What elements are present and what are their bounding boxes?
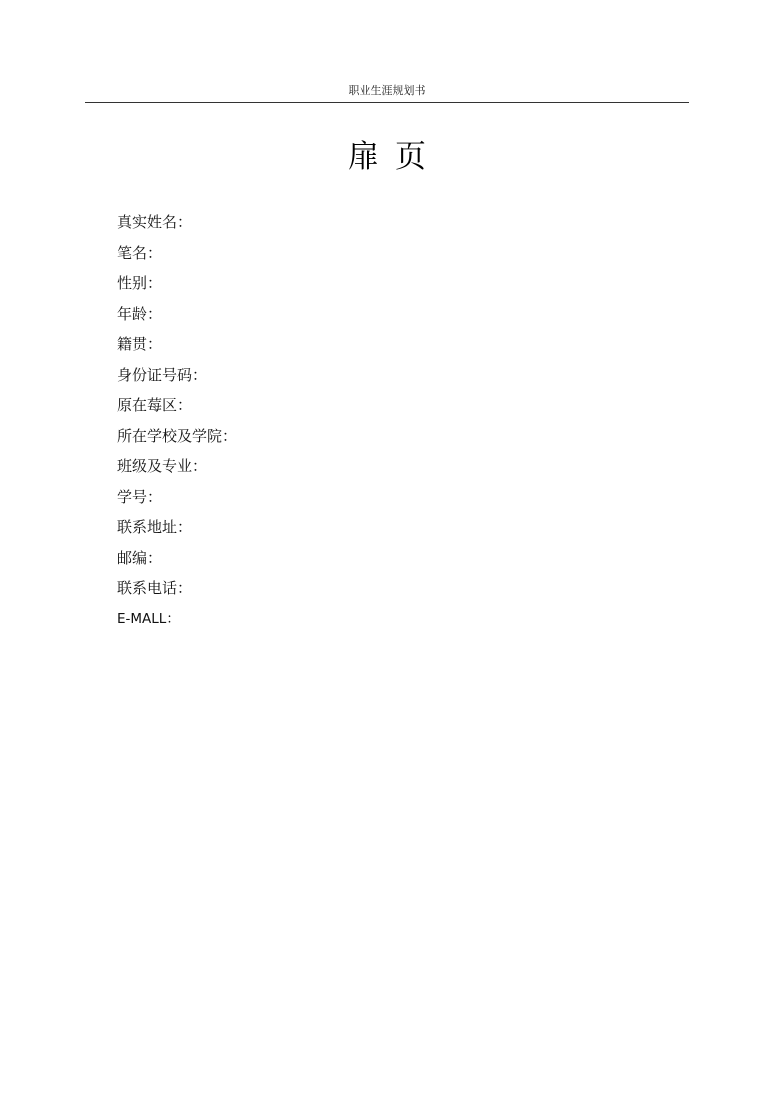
page-header bbox=[85, 84, 689, 103]
field-school-college: 所在学校及学院： bbox=[117, 426, 238, 445]
page-title: 扉页 bbox=[348, 139, 442, 175]
field-student-id: 学号： bbox=[117, 487, 163, 506]
field-postcode: 邮编： bbox=[117, 548, 163, 567]
personal-info-list bbox=[117, 207, 237, 634]
running-title: 职业生涯规划书 bbox=[348, 84, 426, 97]
field-email: E-MALL： bbox=[117, 610, 180, 627]
field-gender: 性别： bbox=[117, 274, 163, 292]
field-phone: 联系电话： bbox=[117, 579, 193, 597]
field-age: 年龄： bbox=[117, 304, 163, 323]
field-origin-area: 原在莓区： bbox=[117, 396, 193, 414]
field-real-name: 真实姓名： bbox=[117, 213, 193, 231]
field-address: 联系地址： bbox=[117, 518, 193, 536]
field-native-place: 籍贯： bbox=[117, 335, 163, 353]
field-pen-name: 笔名： bbox=[117, 243, 163, 262]
field-class-major: 班级及专业： bbox=[117, 457, 208, 475]
field-id-number: 身份证号码： bbox=[117, 365, 208, 384]
